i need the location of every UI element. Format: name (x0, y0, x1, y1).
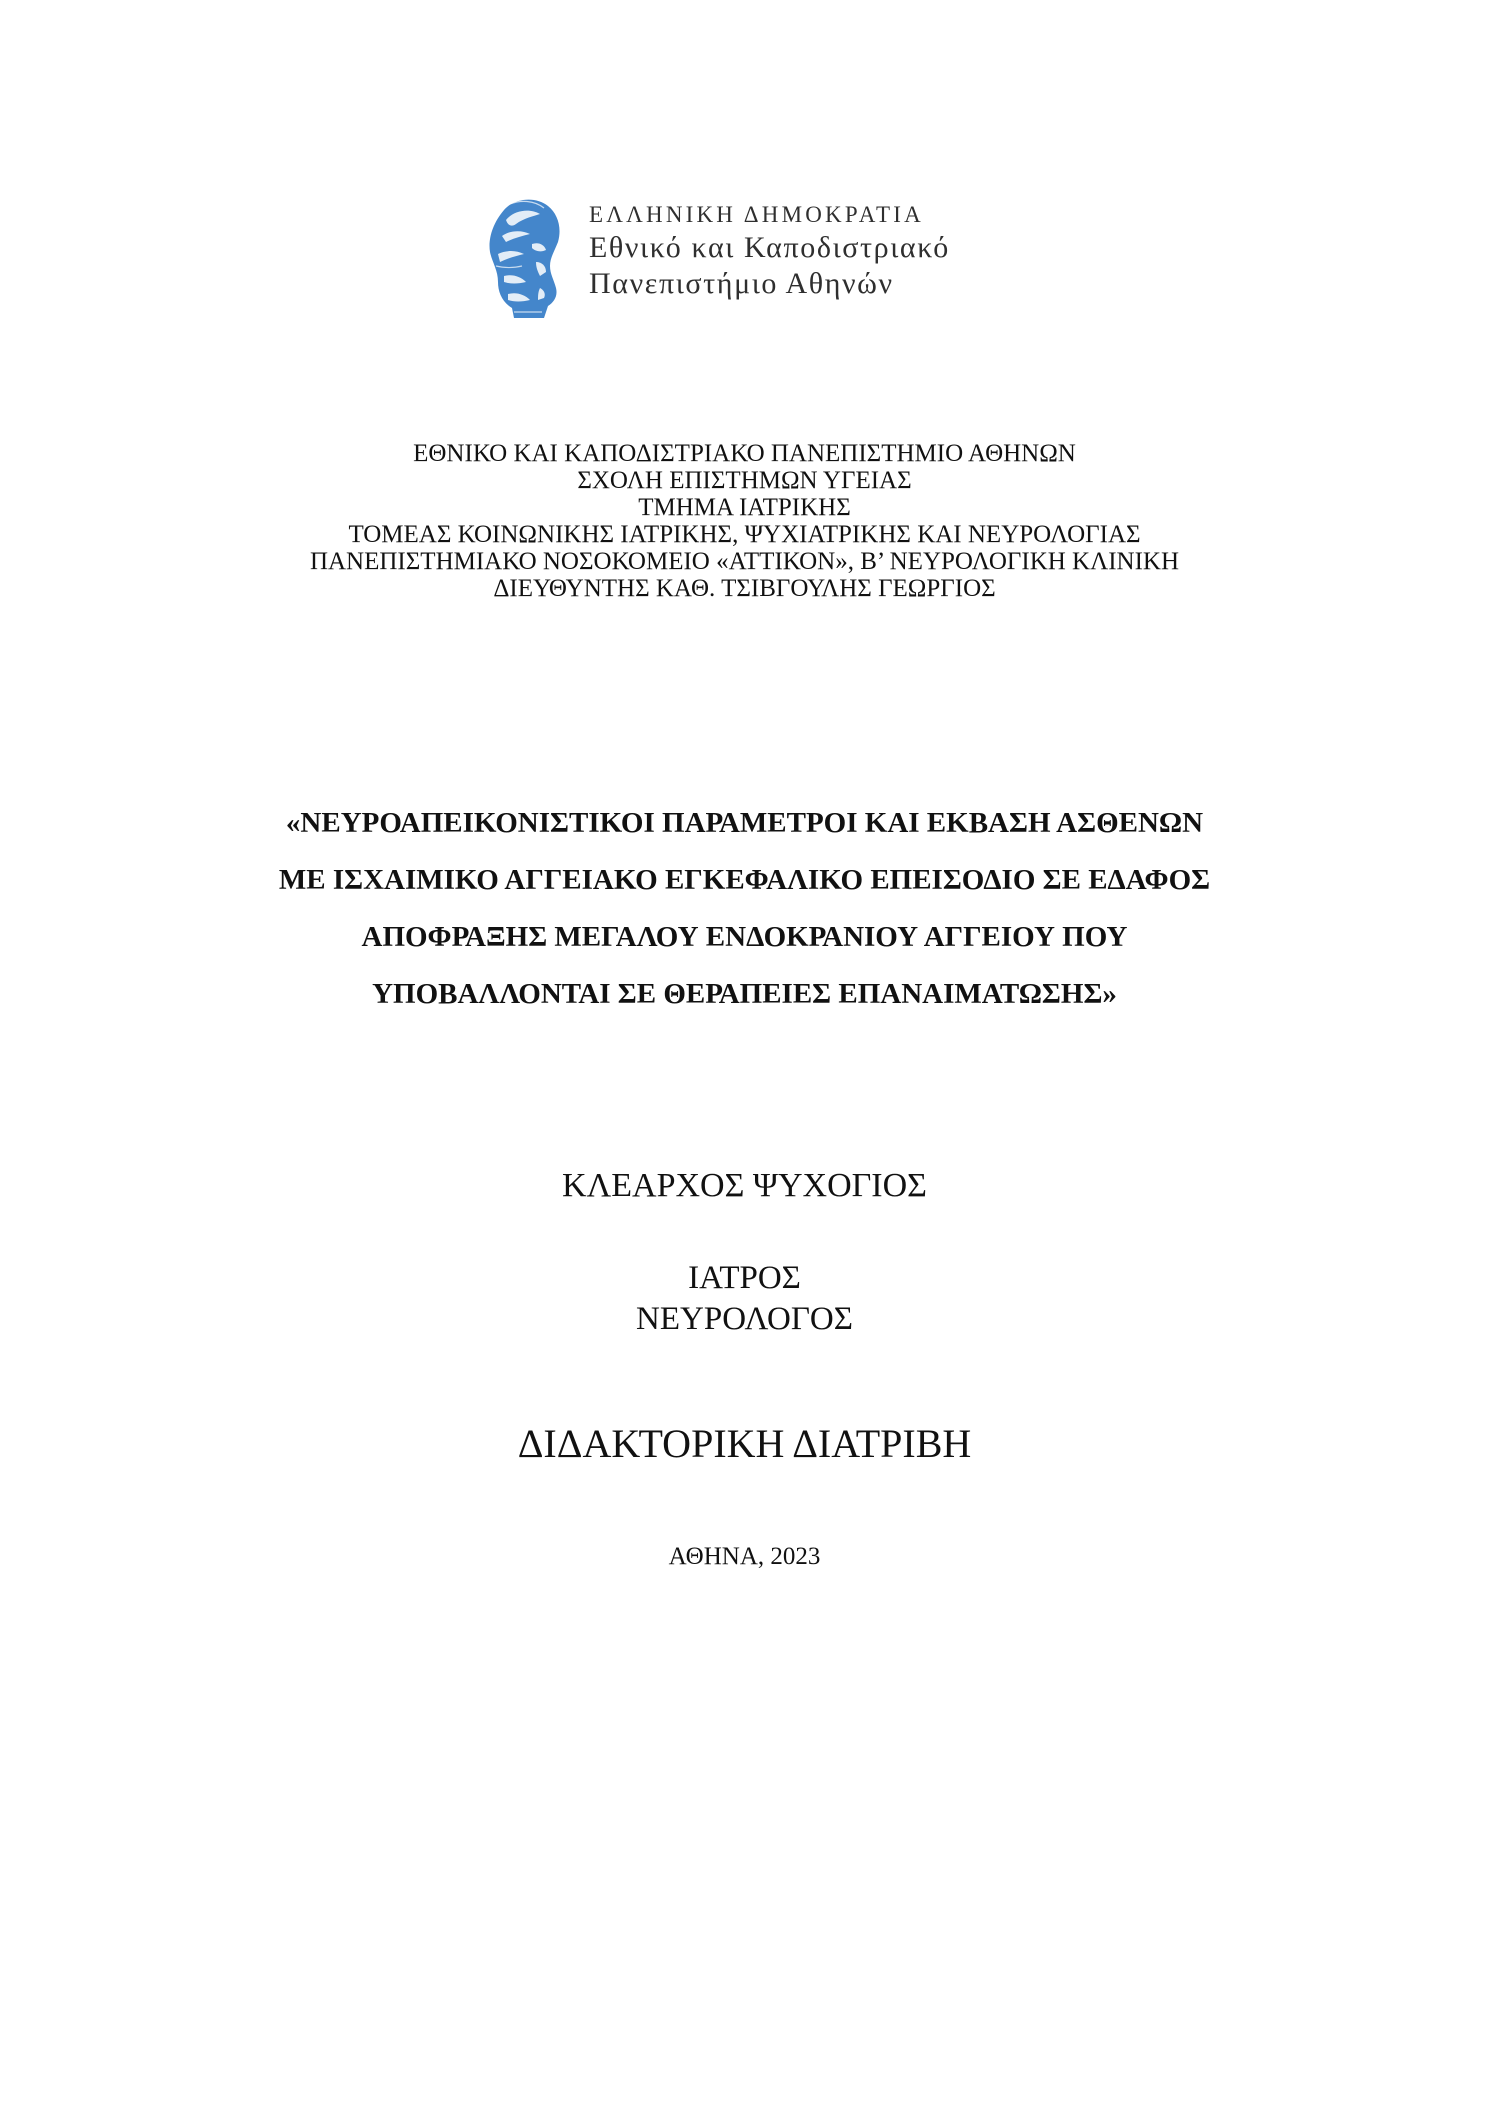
institution-line: ΤΜΗΜΑ ΙΑΤΡΙΚΗΣ (638, 494, 851, 521)
logo-country-name: ΕΛΛΗΝΙΚΗ ΔΗΜΟΚΡΑΤΙΑ (589, 202, 924, 227)
author-profession (0, 1258, 1489, 1340)
institution-line: ΤΟΜΕΑΣ ΚΟΙΝΩΝΙΚΗΣ ΙΑΤΡΙΚΗΣ, ΨΥΧΙΑΤΡΙΚΗΣ ΚΑΙ ΝΕΥΡΟΛΟΓΙΑΣ (348, 521, 1141, 548)
institution-line: ΣΧΟΛΗ ΕΠΙΣΤΗΜΩΝ ΥΓΕΙΑΣ (577, 467, 912, 494)
profession-line: ΝΕΥΡΟΛΟΓΟΣ (636, 1301, 853, 1337)
thesis-title-line: ΥΠΟΒΑΛΛΟΝΤΑΙ ΣΕ ΘΕΡΑΠΕΙΕΣ ΕΠΑΝΑΙΜΑΤΩΣΗΣ» (372, 978, 1117, 1010)
place-date: ΑΘΗΝΑ, 2023 (668, 1543, 821, 1570)
thesis-title (0, 795, 1489, 1023)
athena-head-emblem-icon (484, 196, 566, 322)
thesis-title-line: «ΝΕΥΡΟΑΠΕΙΚΟΝΙΣΤΙΚΟΙ ΠΑΡΑΜΕΤΡΟΙ ΚΑΙ ΕΚΒΑΣΗ ΑΣΘΕΝΩΝ (285, 807, 1204, 839)
logo-text-block (589, 200, 950, 302)
thesis-title-line: ΑΠΟΦΡΑΞΗΣ ΜΕΓΑΛΟΥ ΕΝΔΟΚΡΑΝΙΟΥ ΑΓΓΕΙΟΥ ΠΟΥ (361, 921, 1128, 953)
profession-line: ΙΑΤΡΟΣ (688, 1260, 801, 1296)
university-logo (484, 196, 1024, 326)
institution-line: ΔΙΕΥΘΥΝΤΗΣ ΚΑΘ. ΤΣΙΒΓΟΥΛΗΣ ΓΕΩΡΓΙΟΣ (493, 575, 996, 602)
author-name: ΚΛΕΑΡΧΟΣ ΨΥΧΟΓΙΟΣ (562, 1167, 927, 1204)
logo-university-name-line2: Πανεπιστήμιο Αθηνών (589, 267, 894, 300)
logo-university-name-line1: Εθνικό και Καποδιστριακό (589, 231, 950, 264)
institution-line: ΠΑΝΕΠΙΣΤΗΜΙΑΚΟ ΝΟΣΟΚΟΜΕΙΟ «ΑΤΤΙΚΟΝ», Β’ ΝΕΥΡΟΛΟΓΙΚΗ ΚΛΙΝΙΚΗ (309, 548, 1180, 575)
institution-header (0, 440, 1489, 602)
thesis-title-line: ΜΕ ΙΣΧΑΙΜΙΚΟ ΑΓΓΕΙΑΚΟ ΕΓΚΕΦΑΛΙΚΟ ΕΠΕΙΣΟΔΙΟ ΣΕ ΕΔΑΦΟΣ (278, 864, 1211, 896)
institution-line: ΕΘΝΙΚΟ ΚΑΙ ΚΑΠΟΔΙΣΤΡΙΑΚΟ ΠΑΝΕΠΙΣΤΗΜΙΟ ΑΘΗΝΩΝ (413, 440, 1076, 467)
document-type: ΔΙΔΑΚΤΟΡΙΚΗ ΔΙΑΤΡΙΒΗ (517, 1421, 972, 1466)
